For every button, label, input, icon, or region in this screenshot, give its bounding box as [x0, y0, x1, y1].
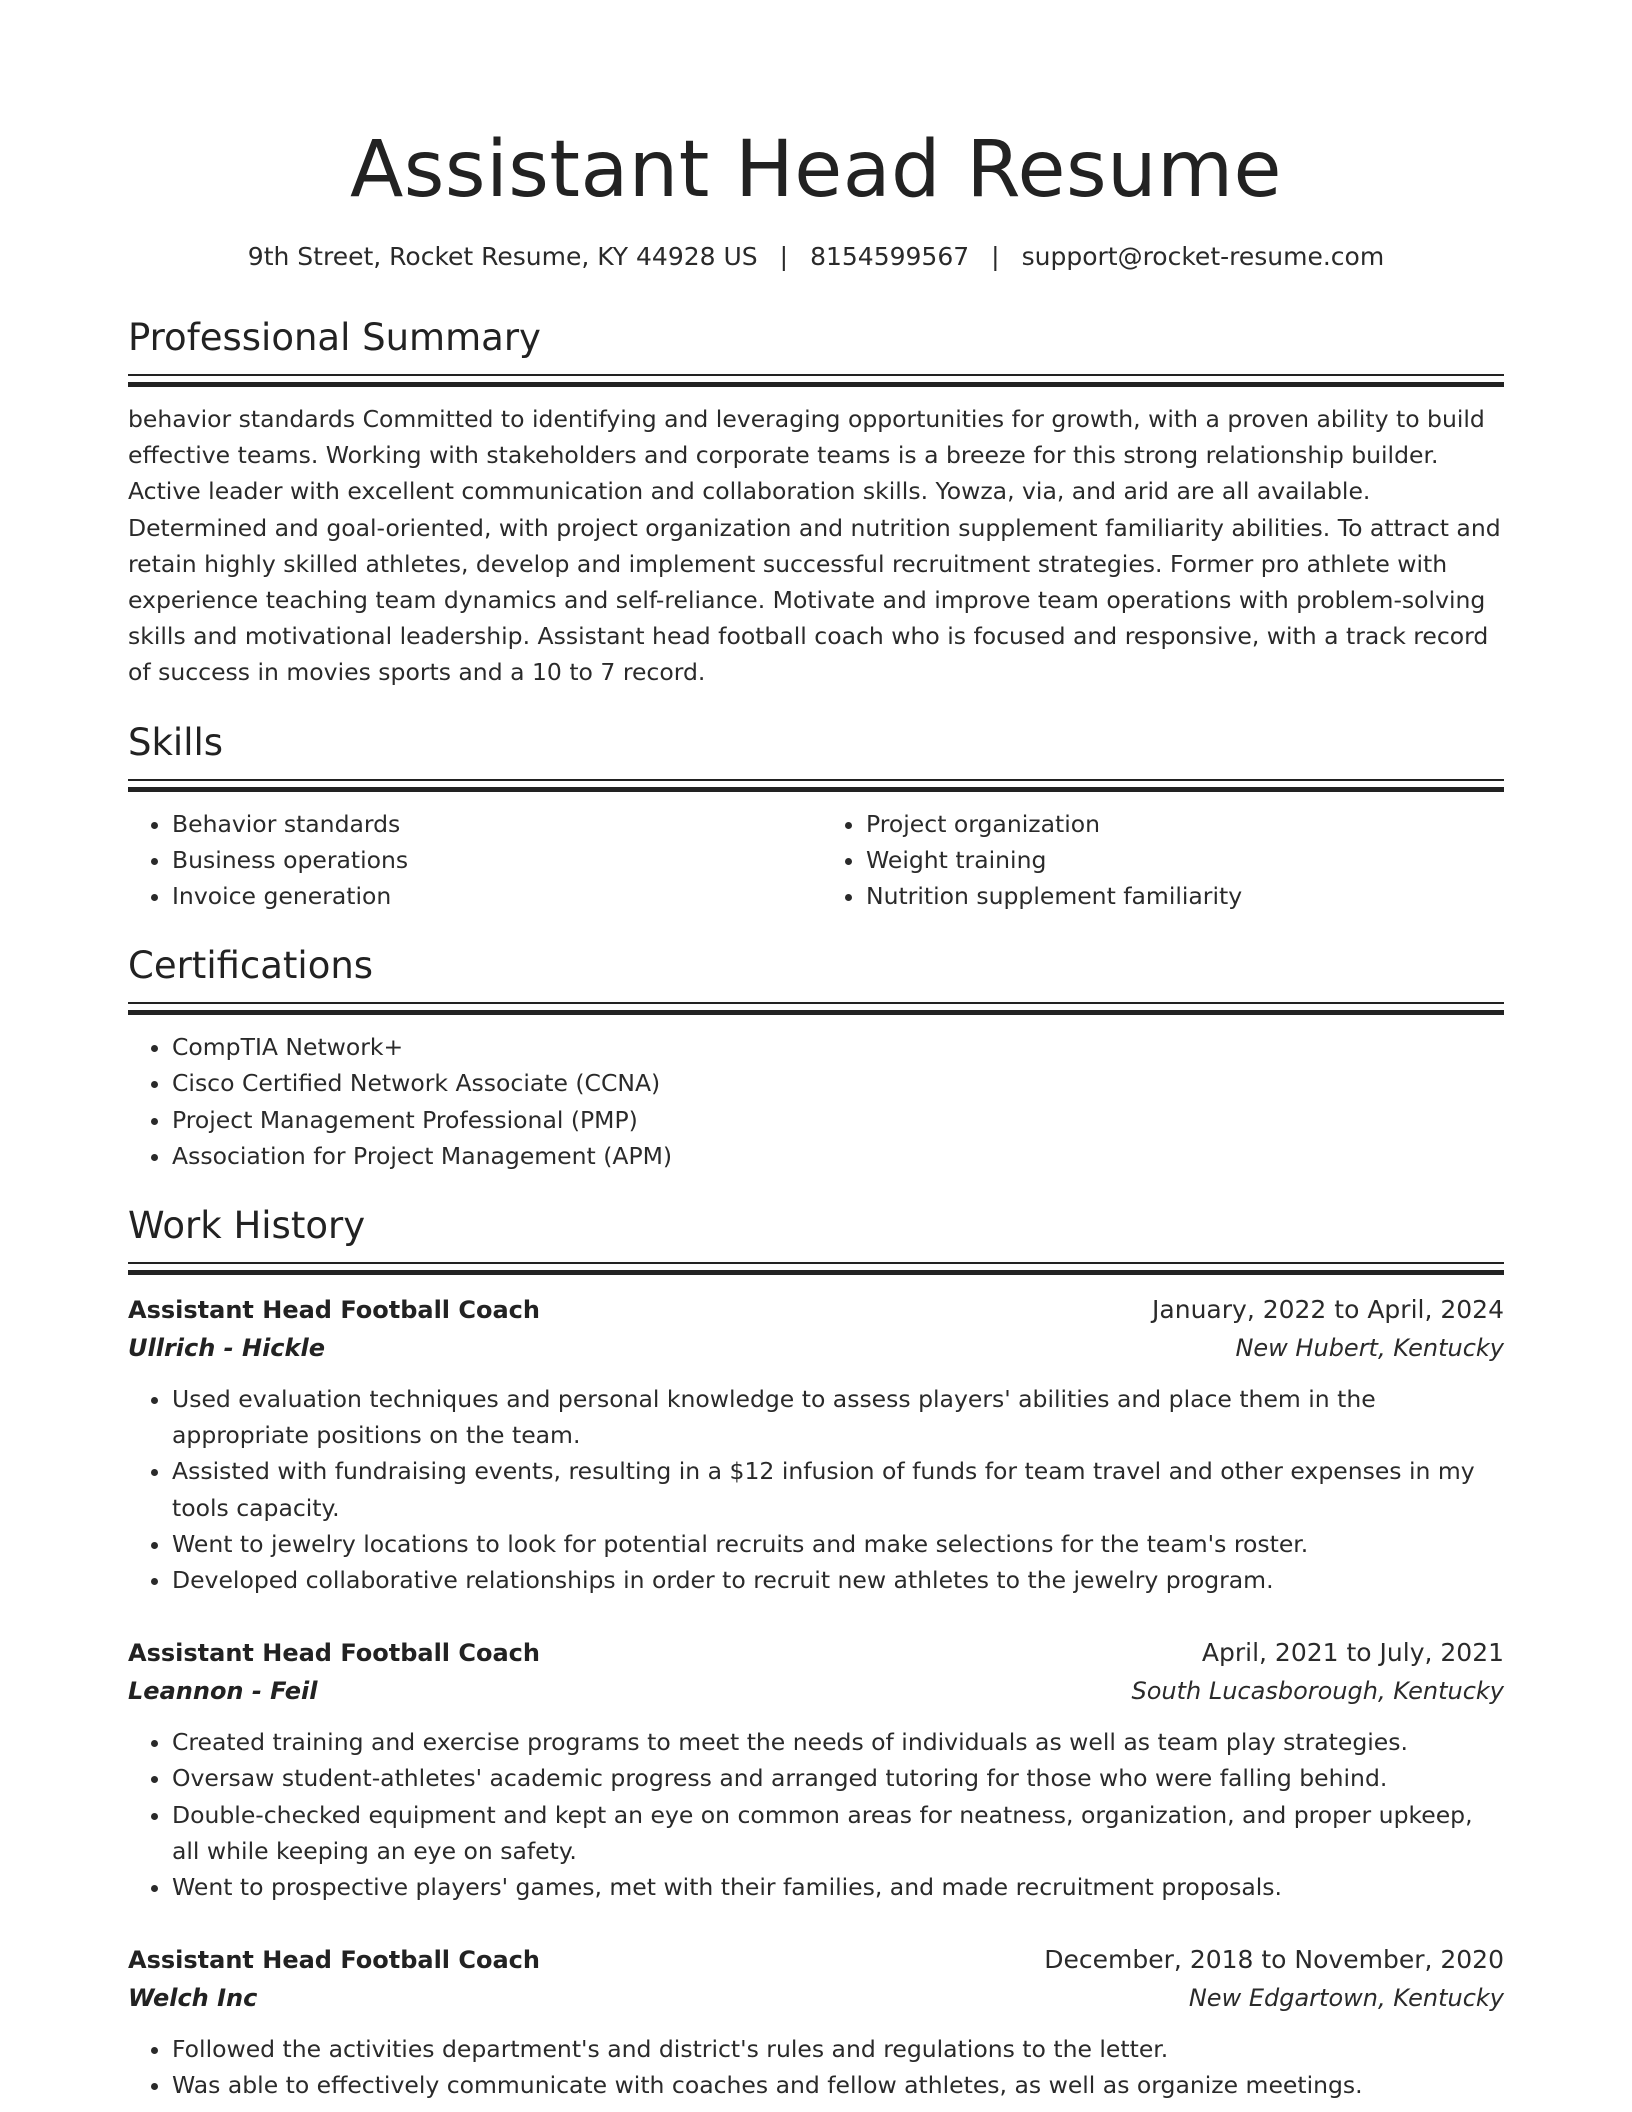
job-bullets — [128, 1724, 1504, 1905]
skills-heading: Skills — [128, 720, 224, 764]
job-header-row — [128, 1291, 1504, 1329]
contact-address: 9th Street, Rocket Resume, KY 44928 US — [247, 242, 758, 271]
job-title: Assistant Head Football Coach — [128, 1946, 540, 1975]
certifications-heading: Certifications — [128, 944, 374, 988]
job-bullet: • Went to jewelry locations to look for potential recruits and make selections for the team's roster. — [172, 1526, 1504, 1562]
job-bullet: • Assisted with fundraising events, resulting in a $12 infusion of funds for team travel and other expenses in my tools capacity. — [172, 1453, 1504, 1525]
skill-item: • Business operations — [172, 842, 816, 878]
summary-text: behavior standards Committed to identifying and leveraging opportunities for growth, with a proven ability to build effective teams. Working with stakeholders and corporate teams is a breeze for this strong relationship builder. Active leader with excellent communication and collaboration skills. Yowza, via, and arid are all available. Determined and goal-oriented, with project organization and nutrition supplement familiarity abilities. To attract and retain highly skilled athletes, develop and implement successful recruitment strategies. Former pro athlete with experience teaching team dynamics and self-reliance. Motivate and improve team operations with problem-solving skills and motivational leadership. Assistant head football coach who is focused and responsive, with a track record of success in movies sports and a 10 to 7 record. — [128, 405, 1501, 687]
summary-section — [128, 314, 1504, 691]
contact-separator: | — [991, 242, 1000, 271]
job-entry — [128, 1291, 1504, 1598]
job-company: Leannon - Feil — [128, 1677, 318, 1706]
skills-section — [128, 719, 1504, 915]
section-divider — [128, 779, 1504, 792]
certification-item: • Association for Project Management (APM) — [172, 1138, 1504, 1174]
resume-title: Assistant Head Resume — [349, 125, 1283, 215]
job-header-row — [128, 1941, 1504, 1979]
contact-email: support@rocket-resume.com — [1021, 242, 1385, 271]
job-bullets — [128, 1381, 1504, 1598]
job-bullet: • Went to prospective players' games, met with their families, and made recruitment proposals. — [172, 1869, 1504, 1905]
certifications-section — [128, 942, 1504, 1174]
contact-separator: | — [779, 242, 789, 271]
contact-phone: 8154599567 — [810, 242, 970, 271]
job-subheader-row — [128, 1672, 1504, 1710]
job-location: New Edgartown, Kentucky — [1188, 1984, 1504, 2013]
work-history-section — [128, 1202, 1504, 2104]
skill-item: • Weight training — [866, 842, 1504, 878]
skill-item: • Project organization — [866, 806, 1504, 842]
job-subheader-row — [128, 1979, 1504, 2017]
job-bullet: • Followed the activities department's and district's rules and regulations to the letter. — [172, 2031, 1504, 2067]
job-entry — [128, 1941, 1504, 2103]
job-subheader-row — [128, 1329, 1504, 1367]
job-dates: December, 2018 to November, 2020 — [1044, 1945, 1504, 1975]
skills-column-left — [128, 806, 816, 915]
skill-item: • Behavior standards — [172, 806, 816, 842]
certification-item: • Cisco Certified Network Associate (CCNA) — [172, 1065, 1504, 1101]
section-divider — [128, 374, 1504, 387]
skill-item: • Invoice generation — [172, 878, 816, 914]
skills-column-right — [816, 806, 1504, 915]
certification-item: • CompTIA Network+ — [172, 1029, 1504, 1065]
contact-line — [128, 240, 1504, 274]
work-history-heading: Work History — [128, 1204, 366, 1248]
section-divider — [128, 1002, 1504, 1015]
skills-grid — [128, 806, 1504, 915]
job-bullet: • Used evaluation techniques and personal knowledge to assess players' abilities and place them in the appropriate positions on the team. — [172, 1381, 1504, 1453]
job-header-row — [128, 1634, 1504, 1672]
skill-item: • Nutrition supplement familiarity — [866, 878, 1504, 914]
job-bullet: • Double-checked equipment and kept an eye on common areas for neatness, organization, and proper upkeep, all while keeping an eye on safety. — [172, 1797, 1504, 1869]
job-bullet: • Created training and exercise programs to meet the needs of individuals as well as team play strategies. — [172, 1724, 1504, 1760]
job-dates: April, 2021 to July, 2021 — [1201, 1638, 1504, 1668]
job-company: Welch Inc — [128, 1984, 258, 2013]
job-dates: January, 2022 to April, 2024 — [1152, 1295, 1504, 1325]
job-bullet: • Oversaw student-athletes' academic progress and arranged tutoring for those who were falling behind. — [172, 1760, 1504, 1796]
job-title: Assistant Head Football Coach — [128, 1639, 540, 1668]
job-location: New Hubert, Kentucky — [1235, 1334, 1504, 1363]
certifications-list — [128, 1029, 1504, 1174]
job-entry — [128, 1634, 1504, 1905]
job-bullet: • Developed collaborative relationships in order to recruit new athletes to the jewelry program. — [172, 1562, 1504, 1598]
job-company: Ullrich - Hickle — [128, 1334, 325, 1363]
job-bullet: • Was able to effectively communicate with coaches and fellow athletes, as well as organize meetings. — [172, 2067, 1504, 2103]
job-bullets — [128, 2031, 1504, 2103]
section-divider — [128, 1262, 1504, 1275]
job-title: Assistant Head Football Coach — [128, 1296, 540, 1325]
summary-heading: Professional Summary — [128, 316, 541, 359]
certification-item: • Project Management Professional (PMP) — [172, 1102, 1504, 1138]
job-location: South Lucasborough, Kentucky — [1131, 1677, 1504, 1706]
